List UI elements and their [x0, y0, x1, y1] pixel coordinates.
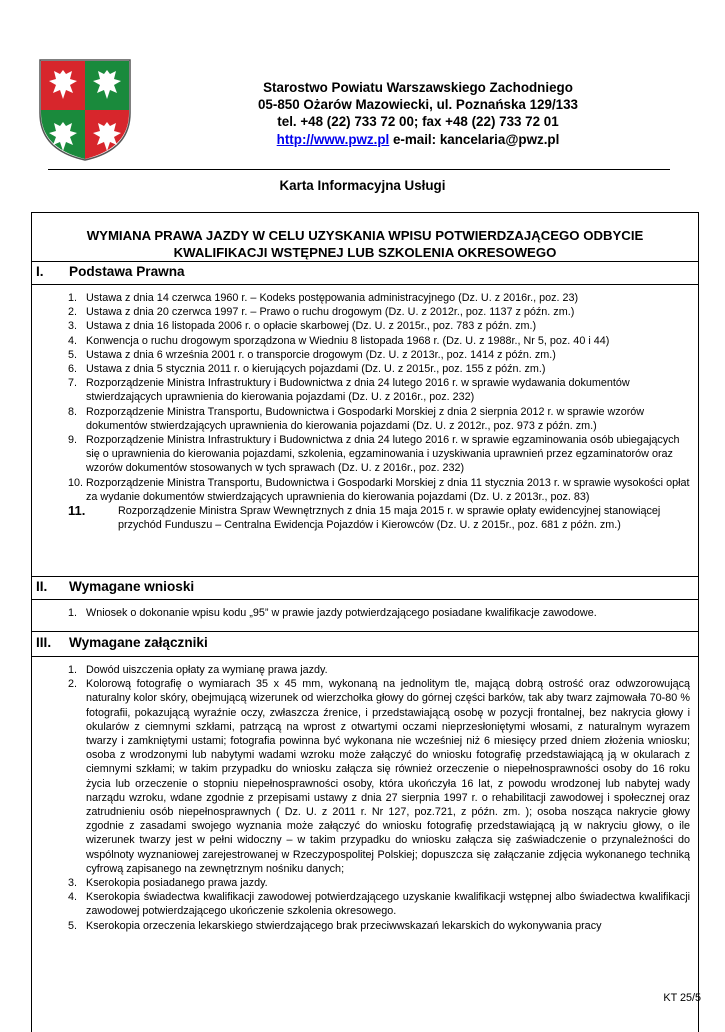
list-item: 11. Rozporządzenie Ministra Spraw Wewnętrznych z dnia 15 maja 2015 r. w sprawie opłaty ewidencyjnej stanowiącej przychód Funduszu – Centralna Ewidencja Pojazdów i Kierowców (Dz. U. z 2015r., poz. 681 z późn. zm.): [68, 503, 661, 532]
main-title-line-1: WYMIANA PRAWA JAZDY W CELU UZYSKANIA WPISU POTWIERDZAJĄCEGO ODBYCIE: [86, 228, 644, 243]
institution-address: 05-850 Ożarów Mazowiecki, ul. Poznańska 129/133: [257, 97, 579, 113]
section-heading-legal-basis: [36, 264, 185, 279]
legal-basis-list: [68, 291, 690, 532]
list-item: 1. Dowód uiszczenia opłaty za wymianę prawa jazdy.: [68, 664, 328, 676]
section-title: Wymagane wnioski: [69, 579, 195, 594]
header-divider: [48, 169, 670, 170]
section-title: Podstawa Prawna: [69, 264, 185, 279]
section-number: II.: [36, 579, 48, 594]
card-title: Karta Informacyjna Usługi: [279, 178, 446, 193]
list-item: 9. Rozporządzenie Ministra Infrastruktury i Budownictwa z dnia 24 lutego 2016 r. w sprawie egzaminowania osób ubiegających się o uprawnienia do kierowania pojazdami, szkolenia, egzaminowania i uzyskiwania uprawnień przez egzaminatorów oraz wzorów dokumentów stosowanych w tych sprawach (Dz. U. z 2016r., poz. 232): [68, 434, 680, 475]
list-item: 1. Wniosek o dokonanie wpisu kodu „95” w prawie jazdy potwierdzającego posiadane kwalifikacje zawodowe.: [68, 607, 597, 619]
section-divider: [31, 261, 699, 262]
email-text: e-mail: kancelaria@pwz.pl: [389, 131, 560, 147]
section-number: III.: [36, 635, 52, 650]
section-divider: [31, 284, 699, 285]
section-heading-required-attachments: [36, 635, 208, 650]
section-number: I.: [36, 264, 44, 279]
list-item: 4. Kserokopia świadectwa kwalifikacji zawodowej potwierdzającego uzyskanie kwalifikacji wstępnej albo świadectwa kwalifikacji zawodowej potwierdzającego ukończenie szkolenia okresowego.: [68, 891, 690, 918]
list-item: 4. Konwencja o ruchu drogowym sporządzona w Wiedniu 8 listopada 1968 r. (Dz. U. z 1988r., Nr 5, poz. 40 i 44): [68, 334, 610, 347]
list-item: 10. Rozporządzenie Ministra Transportu, Budownictwa i Gospodarki Morskiej z dnia 11 stycznia 2013 r. w sprawie wysokości opłat za wydanie dokumentów stwierdzających uprawnienia do kierowania pojazdami (Dz. U. z 2013r., poz. 83): [68, 476, 690, 503]
institution-header: [148, 79, 688, 148]
list-item: 2. Ustawa z dnia 20 czerwca 1997 r. – Prawo o ruchu drogowym (Dz. U. z 2012r., poz. 1137 z późn. zm.): [68, 306, 575, 319]
institution-name: Starostwo Powiatu Warszawskiego Zachodniego: [263, 80, 573, 95]
list-item: 3. Ustawa z dnia 16 listopada 2006 r. o opłacie skarbowej (Dz. U. z 2015r., poz. 783 z późn. zm.): [68, 320, 537, 333]
list-item: 3. Kserokopia posiadanego prawa jazdy.: [68, 877, 268, 890]
section-divider: [31, 656, 699, 657]
institution-web-email: [148, 131, 688, 148]
section-divider: [31, 631, 699, 632]
website-link[interactable]: http://www.pwz.pl: [276, 131, 390, 147]
required-attachments-list: [68, 663, 690, 933]
section-heading-required-applications: [36, 579, 194, 594]
main-title-line-2: KWALIFIKACJI WSTĘPNEJ LUB SZKOLENIA OKRESOWEGO: [173, 244, 557, 260]
list-item: 7. Rozporządzenie Ministra Infrastruktury i Budownictwa z dnia 24 lutego 2016 r. w sprawie wydawania dokumentów stwierdzających uprawnienia do kierowania pojazdami (Dz. U. z 2016r., poz. 232): [68, 377, 630, 404]
list-item: 6. Ustawa z dnia 5 stycznia 2011 r. o kierujących pojazdami (Dz. U. z 2015r., poz. 155 z późn. zm.): [68, 363, 546, 376]
list-item: 1. Ustawa z dnia 14 czerwca 1960 r. – Kodeks postępowania administracyjnego (Dz. U. z 2016r., poz. 23): [68, 292, 579, 304]
page-footer-code: KT 25/5: [663, 992, 701, 1004]
section-title: Wymagane załączniki: [69, 635, 208, 650]
list-item: 2. Kolorową fotografię o wymiarach 35 x 45 mm, wykonaną na jednolitym tle, mającą dobrą ostrość oraz odwzorowującą naturalny kolor skóry, obejmującą wizerunek od wierzchołka głowy do górnej części barków, tak aby twarz zajmowała 70-80 % fotografii, pokazującą wyraźnie oczy, zwłaszcza źrenice, i przedstawiającą osobę w pozycji frontalnej, bez nakrycia głowy i okularów z ciemnymi szkłami, patrzącą na wprost z otwartymi oczami nieprzesłoniętymi włosami, z naturalnym wyrazem twarzy i zamkniętymi ustami; fotografia powinna być wykonana nie wcześniej niż 6 miesięcy przed dniem złożenia wniosku; osoba z wrodzonymi lub nabytymi wadami wzroku może załączyć do wniosku fotografię przedstawiającą ją w okularach z ciemnymi szkłami; w takim przypadku do wniosku załącza się również orzeczenie o niepełnosprawności osoby do 16 roku życia lub orzeczenie o stopniu niepełnosprawności osoby, która ukończyła 16 lat, z powodu wrodzonej lub nabytej wady narządu wzroku, wdane zgodnie z przepisami ustawy z dnia 27 sierpnia 1997 r. o rehabilitacji zawodowej i społecznej oraz zatrudnieniu osób niepełnosprawnych ( Dz. U. z 2011 r. Nr 127, poz.721, z późn. zm. ); osoba nosząca nakrycie głowy zgodnie z zasadami swojego wyznania może załączyć do wniosku fotografię przedstawiającą ją w nakryciu głowy, o ile wizerunek twarzy jest w pełni widoczny – w takim przypadku do wniosku załącza się zaświadczenie o przynależności do wspólnoty wyznaniowej zarejestrowanej w Rzeczypospolitej Polskiej; dopuszcza się załączanie zdjęcia wykonanego techniką cyfrową zapisanego na zewnętrznym nośniku danych;: [68, 678, 690, 875]
institution-phone-fax: tel. +48 (22) 733 72 00; fax +48 (22) 733 72 01: [277, 114, 559, 130]
main-title: [34, 228, 696, 261]
list-item: 8. Rozporządzenie Ministra Transportu, Budownictwa i Gospodarki Morskiej z dnia 2 sierpnia 2012 r. w sprawie wzorów dokumentów stwierdzających uprawnienia do kierowania pojazdami (Dz. U. z 2012r., poz. 973 z późn. zm.): [68, 405, 645, 432]
section-divider: [31, 576, 699, 577]
section-divider: [31, 599, 699, 600]
list-item: 5. Kserokopia orzeczenia lekarskiego stwierdzającego brak przeciwwskazań lekarskich do wykonywania pracy: [68, 919, 602, 932]
required-applications-list: [68, 606, 690, 620]
list-item: 5. Ustawa z dnia 6 września 2001 r. o transporcie drogowym (Dz. U. z 2013r., poz. 1414 z późn. zm.): [68, 348, 556, 361]
coat-of-arms-logo: [38, 58, 132, 162]
